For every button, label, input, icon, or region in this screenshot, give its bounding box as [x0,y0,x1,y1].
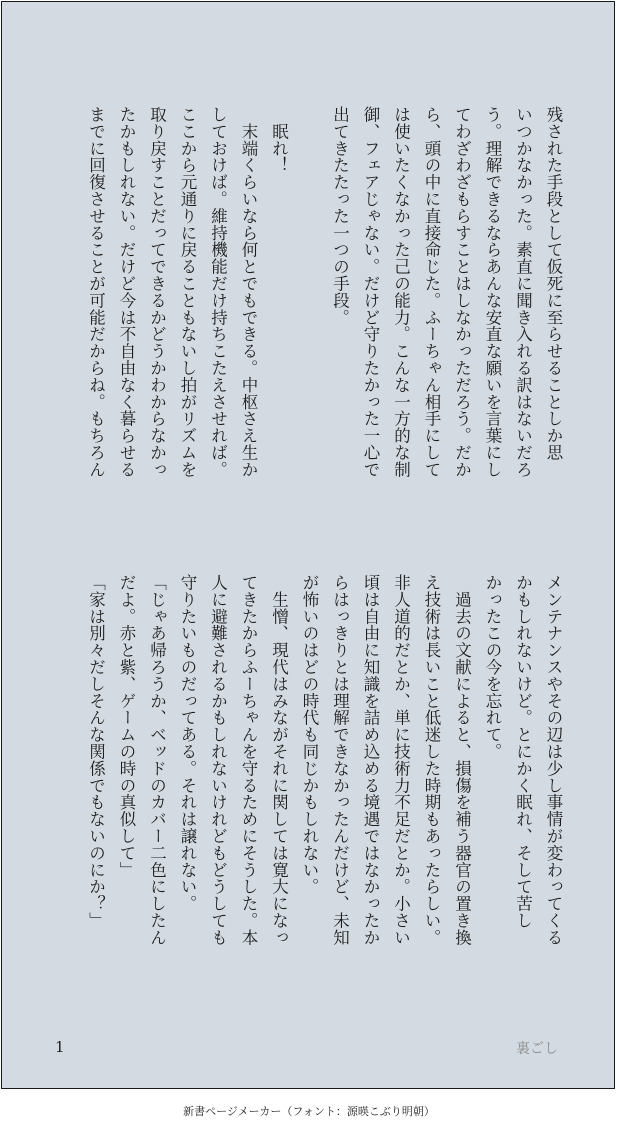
text-line: てきたからふーちゃんを守るためにそうした。本 [239,574,258,946]
text-line: いつかなかった。素直に聞き入れる訳はないだろ [513,106,533,478]
text-line: う。理解できるならあんな安直な願いを言葉にし [483,106,502,478]
text-line: 取り戻すことだってできるかどうかわからなかっ [147,106,167,478]
text-line: メンテナンスやその辺は少し事情が変わってくる [544,574,563,946]
blank-line [294,106,325,526]
text-line: は使いたくなかった己の能力。こんな一方的な制 [391,106,411,478]
text-line: だよ。赤と紫、ゲームの時の真似して」 [117,574,136,879]
text-line: てわざわざもらすことはしなかっただろう。だか [452,106,472,478]
text-line: 頃は自由に知識を詰め込める境遇ではなかったか [361,574,380,946]
text-block-top [58,106,568,526]
generator-credit: 新書ページメーカー（フォント：源暎こぶり明朝） [183,1105,435,1118]
text-line: 「じゃあ帰ろうか、ベッドのカバー二色にしたん [147,574,167,946]
text-line: 守りたいものだってある。それは譲れない。 [178,574,197,912]
text-line: 御、フェアじゃない。だけど守りたかった一心で [361,106,380,478]
text-line: 末端くらいなら何とでもできる。中枢さえ生か [239,106,258,478]
text-line: かもしれないけど。とにかく眠れ、そして苦し [513,574,533,929]
text-line: 眠れ！ [269,106,289,174]
text-line: たかもしれない。だけど今は不自由なく暮らせる [117,106,136,478]
text-line: ら、頭の中に直接命じた。ふーちゃん相手にして [422,106,441,478]
text-line: までに回復させることが可能だからね。もちろん [86,106,106,478]
text-line: 出てきたたった一つの手段。 [330,106,350,326]
text-line: え技術は長いこと低迷した時期もあったらしい。 [422,574,441,946]
book-page [1,1,615,1089]
text-line: が怖いのはどの時代も同じかもしれない。 [300,574,319,896]
page-number: 1 [55,1038,65,1056]
text-line: らはっきりとは理解できなかったんだけど、未知 [330,574,350,946]
text-line: しておけば。維持機能だけ持ちこたえさせれば。 [208,106,228,478]
text-block-bottom [58,574,568,994]
text-line: 非人道的だとか、単に技術力不足だとか。小さい [391,574,411,946]
text-line: 「家は別々だしそんな関係でもないのにか？」 [86,574,106,929]
text-line: 過去の文献によると、損傷を補う器官の置き換 [452,574,472,946]
text-line: かったこの今を忘れて。 [483,574,502,760]
text-line: ここから元通りに戻ることもないし拍がリズムを [178,106,197,478]
text-line: 生憎、現代はみながそれに関しては寛大になっ [269,574,289,946]
text-line: 残された手段として仮死に至らせることしか思 [544,106,563,461]
running-title: 裏ごし [516,1041,558,1057]
text-line: 人に避難されるかもしれないけれどもどうしても [208,574,228,946]
